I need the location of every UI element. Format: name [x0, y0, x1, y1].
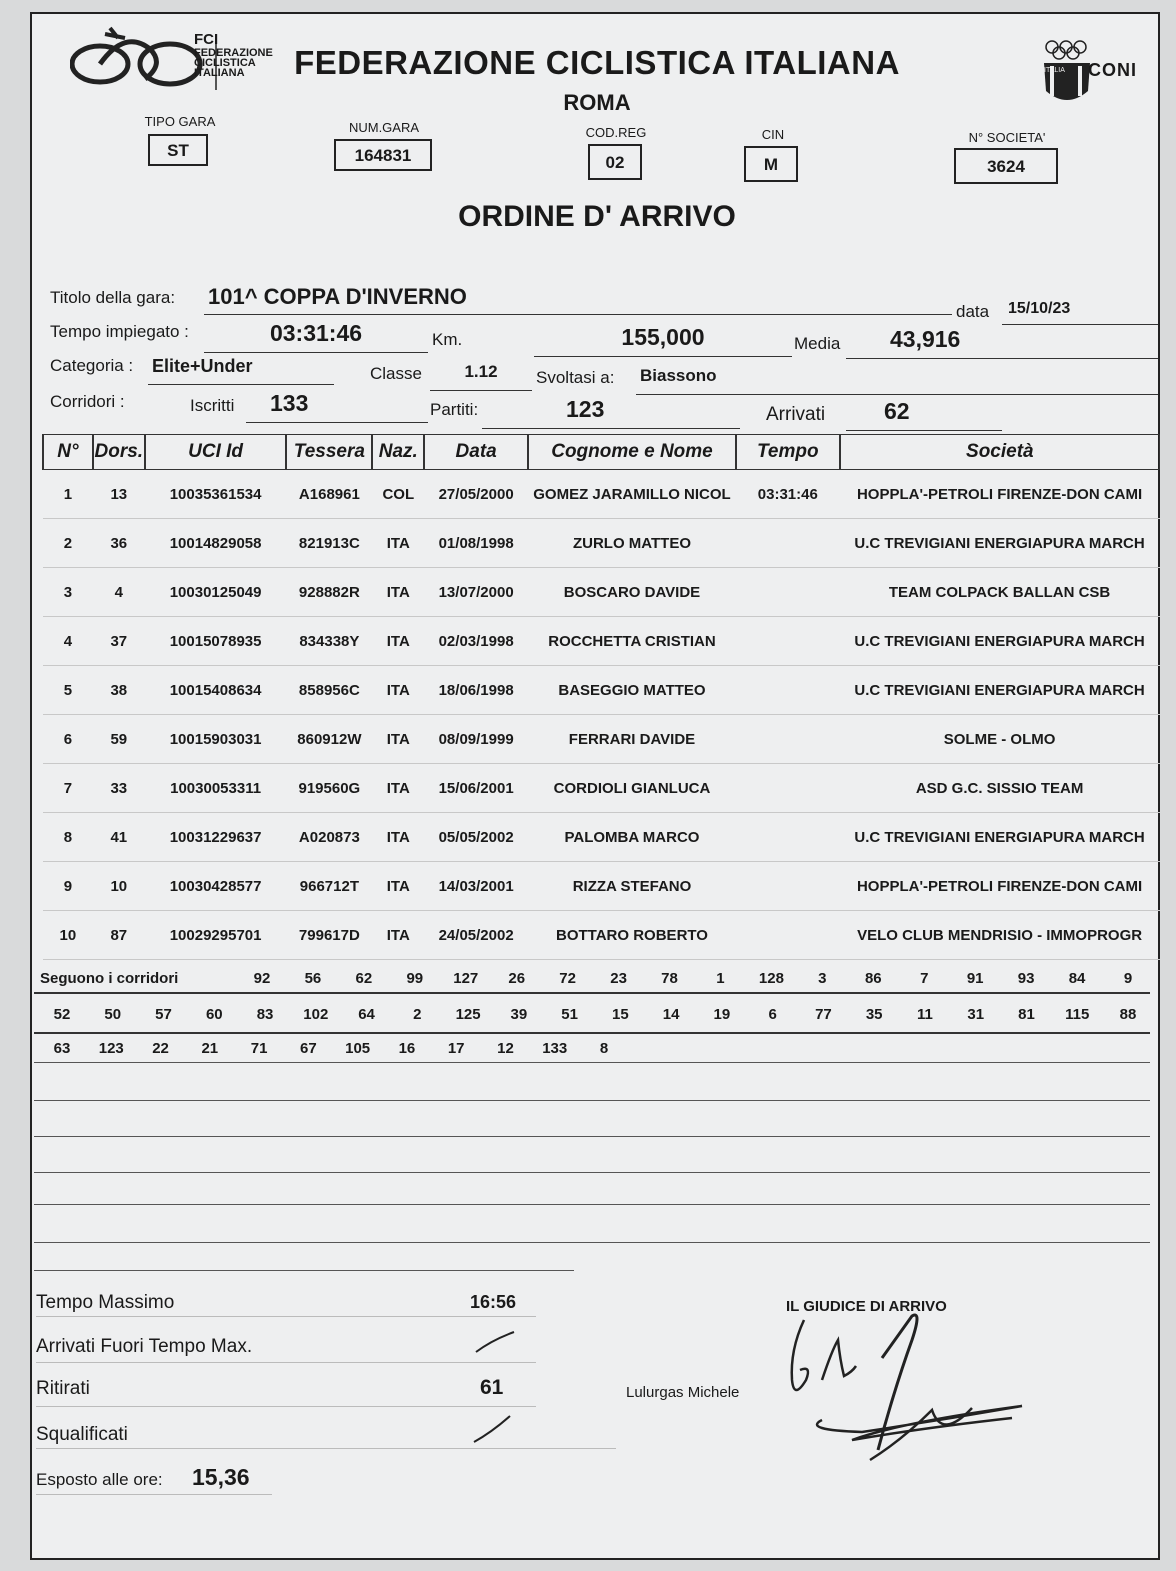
cell-uci-id: 10030428577: [145, 862, 287, 911]
cell-pos: 5: [43, 666, 93, 715]
blank-rule-4: [34, 1172, 1150, 1173]
coni-label: CONI: [1088, 60, 1137, 80]
cell-naz: ITA: [372, 911, 424, 960]
document-title: ORDINE D' ARRIVO: [458, 200, 736, 233]
fci-line-3: ITALIANA: [194, 67, 245, 79]
following-dorsal: 23: [610, 970, 627, 987]
num-gara-label: NUM.GARA: [348, 120, 420, 135]
svoltasi-line: [636, 366, 1158, 395]
cell-time: [736, 568, 840, 617]
fuori-tempo-dash-mark: [472, 1326, 522, 1356]
cell-rider-name: ZURLO MATTEO: [528, 519, 736, 568]
cell-rider-name: BASEGGIO MATTEO: [528, 666, 736, 715]
categoria-value: Elite+Under: [152, 356, 253, 376]
cell-rider-name: RIZZA STEFANO: [528, 862, 736, 911]
footer-rule-1: [36, 1316, 536, 1317]
cell-time: [736, 813, 840, 862]
arrival-order-table: [42, 434, 1160, 960]
blank-rule-1: [34, 1062, 1150, 1063]
cell-team: U.C TREVIGIANI ENERGIAPURA MARCH: [840, 519, 1160, 568]
cell-naz: COL: [372, 470, 424, 519]
cell-tessera: 928882R: [286, 568, 372, 617]
cell-time: 03:31:46: [736, 470, 840, 519]
following-dorsal: 88: [1119, 1006, 1137, 1023]
col-header-tessera: Tessera: [286, 435, 372, 470]
cell-birth-date: 13/07/2000: [424, 568, 528, 617]
following-dorsal: 17: [447, 1040, 465, 1057]
media-line: [846, 326, 1158, 359]
squalificati-dash-mark: [470, 1412, 520, 1448]
following-dorsal: 128: [758, 970, 784, 987]
societa-label: N° SOCIETA': [968, 130, 1046, 145]
following-dorsal: 52: [53, 1006, 71, 1023]
km-line: [534, 324, 792, 357]
cell-dorsal: 59: [93, 715, 145, 764]
cell-pos: 3: [43, 568, 93, 617]
following-dorsal: 86: [864, 970, 882, 987]
cell-time: [736, 911, 840, 960]
fci-line-2: CICLISTICA: [194, 57, 256, 69]
cell-dorsal: 37: [93, 617, 145, 666]
corridori-label: Corridori :: [50, 392, 125, 411]
following-dorsal: 64: [358, 1006, 375, 1023]
cell-time: [736, 666, 840, 715]
following-dorsal: 31: [967, 1006, 985, 1023]
col-header-societa: Società: [840, 435, 1160, 470]
societa-box: 3624: [954, 148, 1058, 184]
cod-reg-label: COD.REG: [585, 125, 647, 140]
table-row: [43, 617, 1160, 666]
cell-birth-date: 01/08/1998: [424, 519, 528, 568]
cell-rider-name: ROCCHETTA CRISTIAN: [528, 617, 736, 666]
following-dorsal: 19: [713, 1006, 731, 1023]
col-header-data: Data: [424, 435, 528, 470]
squalificati-label: Squalificati: [36, 1424, 128, 1445]
cell-birth-date: 24/05/2002: [424, 911, 528, 960]
following-line-3: [36, 1040, 1152, 1064]
following-dorsal: 9: [1123, 970, 1133, 987]
table-row: [43, 764, 1160, 813]
following-dorsal: 84: [1068, 970, 1086, 987]
cell-team: U.C TREVIGIANI ENERGIAPURA MARCH: [840, 813, 1160, 862]
cell-pos: 6: [43, 715, 93, 764]
cell-naz: ITA: [372, 568, 424, 617]
fuori-tempo-label: Arrivati Fuori Tempo Max.: [36, 1336, 253, 1357]
blank-rule-5: [34, 1204, 1150, 1205]
following-dorsal: 115: [1065, 1006, 1090, 1023]
data-label: data: [956, 302, 990, 321]
ritirati-value: 61: [480, 1376, 504, 1399]
cell-birth-date: 18/06/1998: [424, 666, 528, 715]
cell-naz: ITA: [372, 715, 424, 764]
cell-uci-id: 10015078935: [145, 617, 287, 666]
cell-team: SOLME - OLMO: [840, 715, 1160, 764]
following-dorsal: 56: [304, 970, 322, 987]
following-rule-2: [34, 1032, 1150, 1034]
following-dorsal: 81: [1018, 1006, 1035, 1023]
cell-rider-name: BOSCARO DAVIDE: [528, 568, 736, 617]
cell-birth-date: 02/03/1998: [424, 617, 528, 666]
cell-team: HOPPLA'-PETROLI FIRENZE-DON CAMI: [840, 862, 1160, 911]
city: ROMA: [563, 90, 631, 115]
cell-tessera: 834338Y: [286, 617, 372, 666]
num-gara-box: 164831: [334, 139, 432, 171]
cell-tessera: A168961: [286, 470, 372, 519]
following-dorsal: 72: [559, 970, 576, 987]
following-dorsal: 78: [661, 970, 678, 987]
data-line: [1002, 300, 1158, 325]
judge-signature: [782, 1310, 1052, 1470]
following-dorsal: 71: [250, 1040, 268, 1057]
cell-birth-date: 15/06/2001: [424, 764, 528, 813]
blank-rule-2: [34, 1100, 1150, 1101]
tempo-massimo-value: 16:56: [470, 1292, 517, 1312]
following-dorsal: 83: [256, 1006, 274, 1023]
following-dorsal: 3: [818, 970, 827, 987]
following-dorsal: 15: [612, 1006, 629, 1023]
cell-dorsal: 41: [93, 813, 145, 862]
cell-team: U.C TREVIGIANI ENERGIAPURA MARCH: [840, 666, 1160, 715]
ritirati-label: Ritirati: [36, 1378, 90, 1399]
following-rule-1: [34, 992, 1150, 994]
following-dorsal: 14: [662, 1006, 680, 1023]
cell-rider-name: CORDIOLI GIANLUCA: [528, 764, 736, 813]
iscritti-value: 133: [270, 390, 309, 416]
cell-birth-date: 14/03/2001: [424, 862, 528, 911]
cell-pos: 7: [43, 764, 93, 813]
following-line-2: [36, 1006, 1152, 1030]
cell-dorsal: 87: [93, 911, 145, 960]
cell-uci-id: 10035361534: [145, 470, 287, 519]
table-row: [43, 470, 1160, 519]
cell-naz: ITA: [372, 666, 424, 715]
cell-rider-name: BOTTARO ROBERTO: [528, 911, 736, 960]
cell-birth-date: 05/05/2002: [424, 813, 528, 862]
following-dorsal: 63: [53, 1040, 71, 1057]
following-dorsal: 35: [865, 1006, 883, 1023]
cell-rider-name: FERRARI DAVIDE: [528, 715, 736, 764]
cell-uci-id: 10031229637: [145, 813, 287, 862]
cell-naz: ITA: [372, 764, 424, 813]
following-dorsal: 50: [104, 1006, 122, 1023]
following-dorsal: 6: [768, 1006, 777, 1023]
cell-tessera: 966712T: [286, 862, 372, 911]
cell-time: [736, 617, 840, 666]
cell-rider-name: PALOMBA MARCO: [528, 813, 736, 862]
following-dorsal: 91: [966, 970, 984, 987]
categoria-line: [148, 356, 334, 385]
table-row: [43, 519, 1160, 568]
cell-dorsal: 13: [93, 470, 145, 519]
cell-tessera: 799617D: [286, 911, 372, 960]
fci-line-1: FEDERAZIONE: [194, 47, 273, 59]
col-header-uci-id: UCI Id: [145, 435, 287, 470]
cell-dorsal: 4: [93, 568, 145, 617]
cell-uci-id: 10014829058: [145, 519, 287, 568]
cell-tessera: 919560G: [286, 764, 372, 813]
data-value: 15/10/23: [1008, 300, 1071, 317]
partiti-value: 123: [566, 396, 605, 422]
col-header-tempo: Tempo: [736, 435, 840, 470]
cell-pos: 8: [43, 813, 93, 862]
categoria-label: Categoria :: [50, 356, 134, 375]
table-row: [43, 862, 1160, 911]
tipo-gara-box: ST: [148, 134, 208, 166]
classe-value: 1.12: [464, 362, 498, 381]
following-dorsal: 127: [453, 970, 479, 987]
partiti-label: Partiti:: [430, 400, 479, 419]
titolo-label: Titolo della gara:: [50, 288, 176, 307]
coni-badge-text: ITALIA: [1044, 67, 1065, 74]
results-sheet: [30, 12, 1160, 1560]
cell-naz: ITA: [372, 617, 424, 666]
following-dorsal: 22: [152, 1040, 169, 1057]
following-dorsal: 92: [253, 970, 271, 987]
tempo-line: [204, 320, 428, 353]
cell-time: [736, 519, 840, 568]
km-value: 155,000: [621, 324, 705, 350]
following-label: Seguono i corridori: [40, 970, 179, 987]
cell-naz: ITA: [372, 519, 424, 568]
cell-team: VELO CLUB MENDRISIO - IMMOPROGR: [840, 911, 1160, 960]
fci-abbr: FCI: [194, 31, 219, 48]
following-dorsal: 93: [1017, 970, 1035, 987]
following-dorsal: 16: [398, 1040, 416, 1057]
cod-reg-box: 02: [588, 144, 642, 180]
esposto-value: 15,36: [192, 1464, 250, 1490]
tempo-value: 03:31:46: [269, 320, 363, 346]
arrivati-label: Arrivati: [766, 404, 826, 425]
following-dorsal: 77: [815, 1006, 832, 1023]
arrivati-line: [846, 398, 1002, 431]
table-header-row: [43, 435, 1160, 470]
following-dorsal: 1: [716, 970, 725, 987]
following-dorsal: 26: [508, 970, 526, 987]
cell-pos: 4: [43, 617, 93, 666]
cell-birth-date: 08/09/1999: [424, 715, 528, 764]
table-row: [43, 911, 1160, 960]
km-label: Km.: [432, 330, 463, 349]
table-row: [43, 666, 1160, 715]
cell-dorsal: 10: [93, 862, 145, 911]
arrivati-value: 62: [884, 398, 910, 424]
following-dorsal: 2: [413, 1006, 422, 1023]
following-dorsal: 21: [201, 1040, 219, 1057]
giudice-name: Lulurgas Michele: [626, 1384, 740, 1401]
following-dorsal: 67: [300, 1040, 317, 1057]
following-dorsal: 105: [345, 1040, 371, 1057]
following-dorsal: 62: [355, 970, 373, 987]
iscritti-label: Iscritti: [190, 396, 235, 415]
cell-pos: 9: [43, 862, 93, 911]
cell-team: U.C TREVIGIANI ENERGIAPURA MARCH: [840, 617, 1160, 666]
following-dorsal: 60: [205, 1006, 223, 1023]
blank-rule-3: [34, 1136, 1150, 1137]
cell-tessera: 858956C: [286, 666, 372, 715]
col-header-naz: Naz.: [372, 435, 424, 470]
cell-dorsal: 38: [93, 666, 145, 715]
cell-uci-id: 10030053311: [145, 764, 287, 813]
cell-time: [736, 715, 840, 764]
blank-rule-6: [34, 1242, 1150, 1243]
cell-tessera: 860912W: [286, 715, 372, 764]
cell-uci-id: 10015408634: [145, 666, 287, 715]
following-dorsal: 123: [98, 1040, 124, 1057]
following-dorsal: 12: [497, 1040, 514, 1057]
esposto-label: Esposto alle ore:: [36, 1470, 163, 1489]
blank-rule-7: [34, 1270, 574, 1271]
media-value: 43,916: [890, 326, 961, 352]
following-dorsal: 7: [920, 970, 929, 987]
cell-team: ASD G.C. SISSIO TEAM: [840, 764, 1160, 813]
tipo-gara-label: TIPO GARA: [144, 114, 216, 129]
cell-uci-id: 10015903031: [145, 715, 287, 764]
cell-dorsal: 36: [93, 519, 145, 568]
table-row: [43, 813, 1160, 862]
svoltasi-value: Biassono: [640, 366, 717, 385]
following-dorsal: 39: [510, 1006, 528, 1023]
cell-pos: 10: [43, 911, 93, 960]
classe-line: [430, 362, 532, 391]
cell-team: TEAM COLPACK BALLAN CSB: [840, 568, 1160, 617]
cell-uci-id: 10029295701: [145, 911, 287, 960]
following-dorsal: 102: [303, 1006, 329, 1023]
table-row: [43, 568, 1160, 617]
titolo-value: 101^ COPPA D'INVERNO: [208, 284, 467, 309]
cell-dorsal: 33: [93, 764, 145, 813]
cell-birth-date: 27/05/2000: [424, 470, 528, 519]
footer-rule-2: [36, 1362, 536, 1363]
tempo-label: Tempo impiegato :: [50, 322, 189, 341]
footer-rule-5: [36, 1494, 272, 1495]
following-dorsal: 57: [155, 1006, 172, 1023]
cell-pos: 1: [43, 470, 93, 519]
footer-rule-4: [36, 1448, 616, 1449]
following-dorsal: 133: [542, 1040, 568, 1057]
media-label: Media: [794, 334, 841, 353]
table-row: [43, 715, 1160, 764]
cell-naz: ITA: [372, 862, 424, 911]
footer-rule-3: [36, 1406, 536, 1407]
iscritti-line: [246, 390, 428, 423]
cell-tessera: 821913C: [286, 519, 372, 568]
cin-box: M: [744, 146, 798, 182]
cell-tessera: A020873: [286, 813, 372, 862]
following-dorsal: 99: [406, 970, 424, 987]
following-dorsal: 125: [455, 1006, 481, 1023]
cin-label: CIN: [761, 127, 785, 142]
partiti-line: [482, 396, 740, 429]
col-header-n: N°: [43, 435, 93, 470]
following-line-1: [36, 970, 1152, 994]
cell-naz: ITA: [372, 813, 424, 862]
cell-pos: 2: [43, 519, 93, 568]
tempo-massimo-label: Tempo Massimo: [36, 1292, 175, 1313]
cell-team: HOPPLA'-PETROLI FIRENZE-DON CAMI: [840, 470, 1160, 519]
titolo-line: [204, 284, 952, 315]
cell-uci-id: 10030125049: [145, 568, 287, 617]
following-dorsal: 11: [917, 1006, 933, 1023]
giudice-label: IL GIUDICE DI ARRIVO: [786, 1298, 947, 1315]
col-header-dors: Dors.: [93, 435, 145, 470]
classe-label: Classe: [370, 364, 422, 383]
cell-rider-name: GOMEZ JARAMILLO NICOL: [528, 470, 736, 519]
federation-title: FEDERAZIONE CICLISTICA ITALIANA: [294, 44, 900, 81]
cell-time: [736, 862, 840, 911]
following-dorsal: 51: [561, 1006, 578, 1023]
svoltasi-label: Svoltasi a:: [536, 368, 615, 387]
cell-time: [736, 764, 840, 813]
following-dorsal: 8: [599, 1040, 609, 1057]
col-header-nome: Cognome e Nome: [528, 435, 736, 470]
